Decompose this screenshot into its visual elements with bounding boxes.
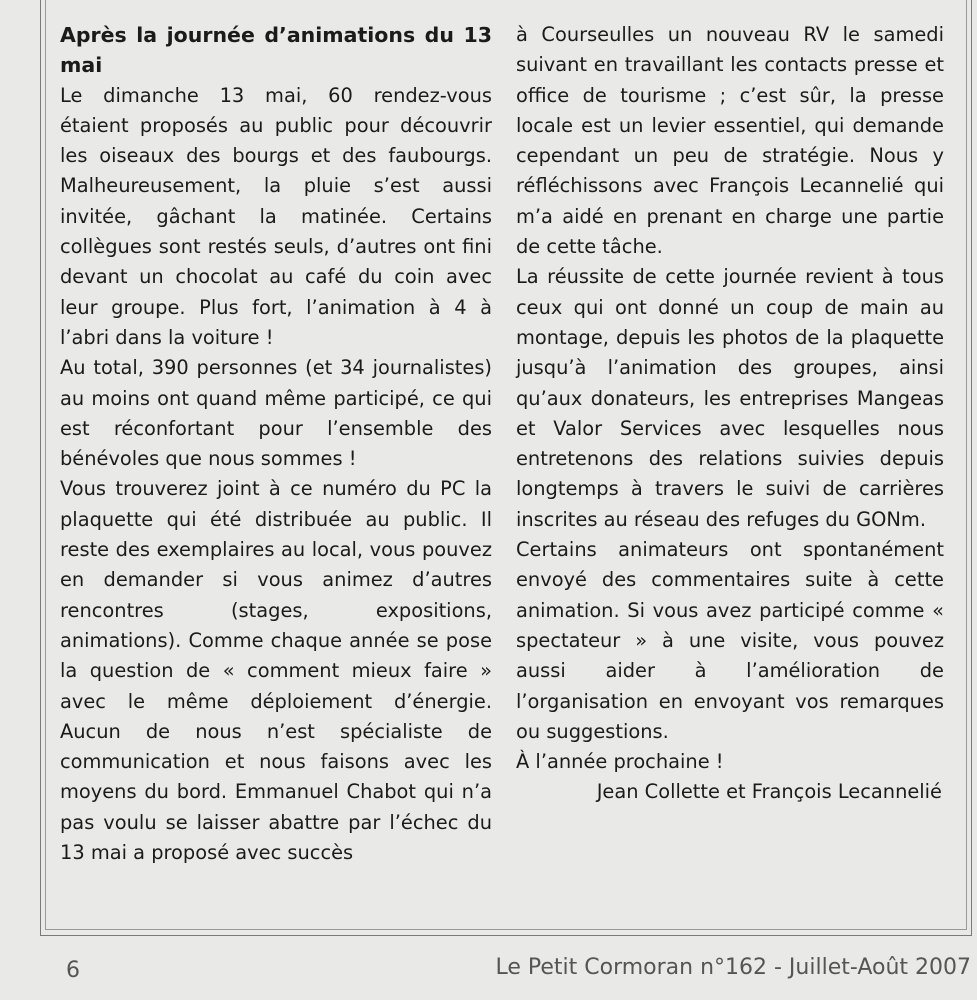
paragraph: La réussite de cette journée revient à tous ceux qui ont donné un coup de main au montage, depuis les photos de la plaquette jusqu’à l’animation des groupes, ainsi qu’aux donateurs, les entreprises Mangeas et Valor Services avec lesquelles nous entretenons des relations suivies depuis longtemps à travers le suivi de carrières inscrites au réseau des refuges du GONm. bbox=[516, 265, 944, 531]
paragraph: À l’année prochaine ! bbox=[516, 750, 724, 774]
article-column-right bbox=[516, 20, 944, 808]
paragraph: Le dimanche 13 mai, 60 rendez-vous étaient proposés au public pour découvrir les oiseaux des bourgs et des faubourgs. Malheureusement, la pluie s’est aussi invitée, gâchant la matinée. Certains collègues sont restés seuls, d’autres ont fini devant un chocolat au café du coin avec leur groupe. Plus fort, l’animation à 4 à l’abri dans la voiture ! bbox=[60, 83, 492, 349]
article-signature: Jean Collette et François Lecannelié bbox=[596, 780, 942, 804]
page-number: 6 bbox=[66, 958, 80, 983]
paragraph: Vous trouverez joint à ce numéro du PC la plaquette qui été distribuée au public. Il reste des exemplaires au local, vous pouvez en demander si vous animez d’autres rencontres (stages, expositions, animations). Comme chaque année se pose la question de « comment mieux faire » avec le même déploiement d’énergie. Aucun de nous n’est spécialiste de communication et nous faisons avec les moyens du bord. Emmanuel Chabot qui n’a pas voulu se laisser abattre par l’échec du 13 mai a proposé avec succès bbox=[60, 477, 492, 865]
article-column-left bbox=[60, 20, 492, 868]
paragraph: Au total, 390 personnes (et 34 journalistes) au moins ont quand même participé, ce qui est réconfortant pour l’ensemble des bénévoles que nous sommes ! bbox=[60, 356, 492, 471]
article-heading: Après la journée d’animations du 13 mai bbox=[60, 23, 492, 78]
publication-footer: Le Petit Cormoran n°162 - Juillet-Août 2007 bbox=[495, 955, 971, 980]
paragraph: à Courseulles un nouveau RV le samedi suivant en travaillant les contacts presse et office de tourisme ; c’est sûr, la presse locale est un levier essentiel, qui demande cependant un peu de stratégie. Nous y réfléchissons avec François Lecannelié qui m’a aidé en prenant en charge une partie de cette tâche. bbox=[516, 23, 944, 259]
paragraph: Certains animateurs ont spontanément envoyé des commentaires suite à cette animation. Si vous avez participé comme « spectateur » à une visite, vous pouvez aussi aider à l’amélioration de l’organisation en envoyant vos remarques ou suggestions. bbox=[516, 538, 944, 743]
